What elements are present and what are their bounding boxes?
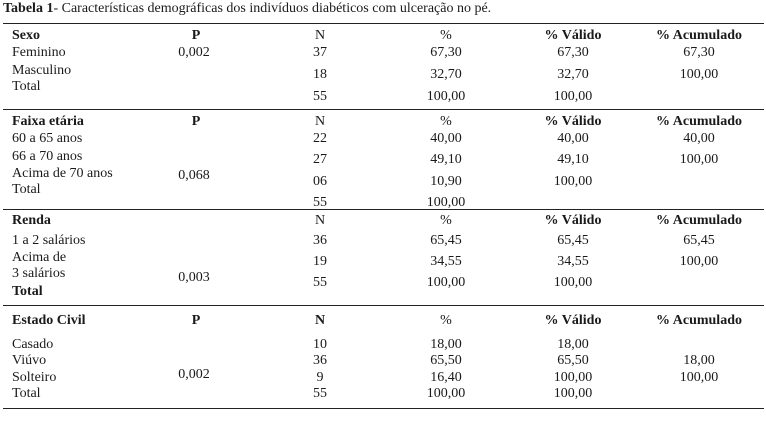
cell-valid: 100,00 [553,370,593,385]
header-cumulative: % Acumulado [656,114,742,129]
cell-n: 36 [313,353,327,368]
header-cumulative: % Acumulado [656,313,742,328]
row-label: Masculino [12,63,72,78]
header-n: N [314,114,326,129]
cell-percent: 65,50 [430,353,462,368]
cell-n: 55 [313,195,327,210]
cell-cumulative: 65,45 [683,233,715,248]
header-cumulative: % Acumulado [656,213,742,228]
row-label: Acima de [12,250,67,265]
row-label: Total [12,182,41,197]
cell-p: 0,003 [178,270,210,285]
cell-n: 18 [313,67,327,82]
cell-valid: 67,30 [557,45,589,60]
cell-valid: 40,00 [557,131,589,146]
table-caption-label: Tabela 1 [3,1,54,16]
cell-valid: 49,10 [557,152,589,167]
cell-n: 55 [313,386,327,401]
row-label: 66 a 70 anos [12,149,83,164]
cell-percent: 16,40 [430,370,462,385]
row-label: Feminino [12,45,66,60]
row-label: Acima de 70 anos [12,166,113,181]
cell-n: 19 [313,254,327,269]
section-title-estado-civil: Estado Civil [12,313,86,328]
cell-n: 27 [313,152,327,167]
header-percent: % [440,313,452,328]
cell-percent: 65,45 [430,233,462,248]
row-label: Total [12,386,41,401]
row-label-total: Total [12,284,43,299]
row-label: Casado [12,337,54,352]
cell-cumulative: 40,00 [683,131,715,146]
section-divider [3,209,764,210]
row-label: 60 a 65 anos [12,131,83,146]
header-p: P [191,114,201,129]
header-valid: % Válido [544,313,602,328]
cell-percent: 100,00 [426,386,466,401]
cell-n: 36 [313,233,327,248]
section-divider [3,305,764,306]
header-n: N [314,213,326,228]
cell-percent: 18,00 [430,337,462,352]
cell-cumulative: 100,00 [679,152,719,167]
cell-cumulative: 67,30 [683,45,715,60]
header-n: N [314,28,326,43]
cell-p: 0,002 [178,367,210,382]
bottom-rule [3,408,764,409]
cell-percent: 40,00 [430,131,462,146]
header-cumulative: % Acumulado [656,28,742,43]
header-valid: % Válido [544,213,602,228]
top-rule [3,23,764,24]
cell-valid: 100,00 [553,89,593,104]
cell-percent: 100,00 [426,89,466,104]
section-divider [3,109,764,110]
cell-percent: 67,30 [430,45,462,60]
cell-valid: 34,55 [557,254,589,269]
cell-cumulative: 18,00 [683,353,715,368]
cell-percent: 10,90 [430,174,462,189]
row-label: 3 salários [12,266,66,281]
cell-cumulative: 100,00 [679,254,719,269]
cell-cumulative: 100,00 [679,370,719,385]
cell-n: 06 [313,174,327,189]
cell-valid: 100,00 [553,386,593,401]
cell-p: 0,068 [178,168,210,183]
cell-n: 55 [313,89,327,104]
row-label: 1 a 2 salários [12,233,86,248]
header-n: N [314,313,326,328]
row-label: Total [12,79,41,94]
cell-percent: 34,55 [430,254,462,269]
cell-valid: 100,00 [553,275,593,290]
header-valid: % Válido [544,114,602,129]
cell-n: 22 [313,131,327,146]
cell-valid: 32,70 [557,67,589,82]
cell-p: 0,002 [178,45,210,60]
table-caption-text: - Características demográficas dos indivíduos diabéticos com ulceração no pé. [53,1,492,16]
row-label: Solteiro [12,370,57,385]
section-title-faixa-etaria: Faixa etária [12,114,84,129]
cell-n: 10 [313,337,327,352]
cell-n: 55 [313,275,327,290]
header-valid: % Válido [544,28,602,43]
cell-valid: 65,45 [557,233,589,248]
table-caption [3,1,491,17]
cell-valid: 100,00 [553,174,593,189]
cell-percent: 32,70 [430,67,462,82]
section-title-sexo: Sexo [12,28,40,43]
section-title-renda: Renda [12,213,51,228]
cell-valid: 18,00 [557,337,589,352]
cell-percent: 100,00 [426,275,466,290]
header-p: P [191,313,201,328]
header-percent: % [440,213,452,228]
cell-percent: 49,10 [430,152,462,167]
cell-cumulative: 100,00 [679,67,719,82]
header-percent: % [440,28,452,43]
header-percent: % [440,114,452,129]
cell-n: 9 [316,370,324,385]
header-p: P [191,28,201,43]
cell-valid: 65,50 [557,353,589,368]
cell-percent: 100,00 [426,195,466,210]
cell-n: 37 [313,45,327,60]
row-label: Viúvo [12,353,47,368]
